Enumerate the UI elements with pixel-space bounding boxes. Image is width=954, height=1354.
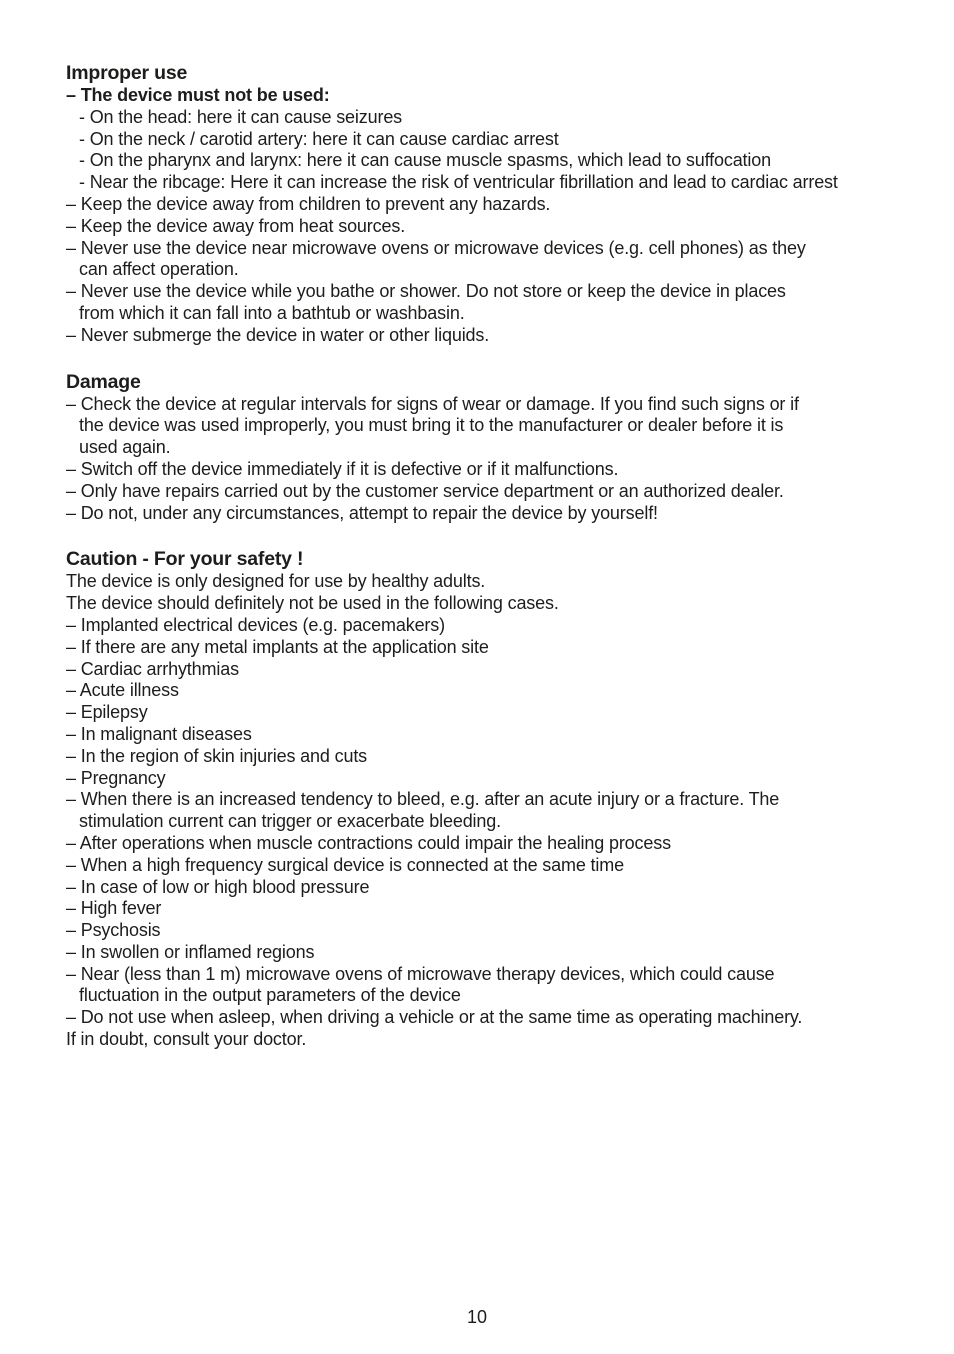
- list-item: – Near (less than 1 m) microwave ovens of microwave therapy devices, which could cause: [66, 963, 775, 984]
- list-item: – Keep the device away from heat sources.: [66, 215, 406, 236]
- list-item: – Epilepsy: [66, 702, 148, 723]
- list-item: – Never use the device while you bathe or shower. Do not store or keep the device in places: [66, 281, 786, 302]
- list-item: – Check the device at regular intervals for signs of wear or damage. If you find such signs or if: [66, 393, 799, 414]
- list-item: – Cardiac arrhythmias: [66, 658, 239, 679]
- section-heading: Caution - For your safety !: [66, 548, 304, 571]
- outro-text: If in doubt, consult your doctor.: [66, 1029, 307, 1050]
- list-item-continuation: stimulation current can trigger or exacerbate bleeding.: [79, 811, 501, 832]
- list-item-continuation: can affect operation.: [79, 259, 239, 280]
- list-item: – Acute illness: [66, 680, 179, 701]
- list-item: – Only have repairs carried out by the customer service department or an authorized dealer.: [66, 480, 784, 501]
- intro-text: The device is only designed for use by healthy adults.: [66, 571, 486, 592]
- list-item: – Psychosis: [66, 920, 161, 941]
- list-item: – When there is an increased tendency to bleed, e.g. after an acute injury or a fracture. The: [66, 789, 780, 810]
- list-item-continuation: used again.: [79, 437, 171, 458]
- list-item: – When a high frequency surgical device is connected at the same time: [66, 854, 624, 875]
- list-item: – High fever: [66, 898, 162, 919]
- list-item: – Implanted electrical devices (e.g. pacemakers): [66, 614, 445, 635]
- list-item: – Keep the device away from children to prevent any hazards.: [66, 193, 551, 214]
- list-item: – If there are any metal implants at the application site: [66, 636, 489, 657]
- intro-text: The device should definitely not be used in the following cases.: [66, 593, 559, 614]
- list-item: – In the region of skin injuries and cuts: [66, 745, 368, 766]
- section-heading: Improper use: [66, 62, 188, 84]
- section-spacer: [66, 524, 896, 547]
- list-item: – After operations when muscle contractions could impair the healing process: [66, 832, 671, 853]
- nested-list-item: - Near the ribcage: Here it can increase the risk of ventricular fibrillation and lead to cardiac arrest: [79, 172, 838, 193]
- list-item: – Never submerge the device in water or other liquids.: [66, 324, 490, 345]
- section-damage: [66, 370, 896, 525]
- list-item: – In malignant diseases: [66, 723, 252, 744]
- section-caution: [66, 547, 896, 1051]
- nested-list-item: - On the pharynx and larynx: here it can cause muscle spasms, which lead to suffocation: [79, 150, 771, 171]
- section-spacer: [66, 347, 896, 370]
- section-subheading: – The device must not be used:: [66, 85, 330, 105]
- page-number: 10: [466, 1307, 488, 1327]
- list-item: – In case of low or high blood pressure: [66, 876, 370, 897]
- list-item-continuation: fluctuation in the output parameters of the device: [79, 985, 461, 1006]
- document-content: [66, 61, 896, 1051]
- list-item: – Never use the device near microwave ovens or microwave devices (e.g. cell phones) as they: [66, 237, 806, 258]
- section-heading: Damage: [66, 370, 141, 393]
- nested-list-item: - On the head: here it can cause seizures: [79, 106, 403, 127]
- list-item-continuation: from which it can fall into a bathtub or washbasin.: [79, 302, 465, 323]
- list-item: – Do not, under any circumstances, attempt to repair the device by yourself!: [66, 502, 658, 523]
- list-item: – Pregnancy: [66, 767, 166, 788]
- list-item: – Switch off the device immediately if it is defective or if it malfunctions.: [66, 458, 619, 479]
- list-item: – Do not use when asleep, when driving a vehicle or at the same time as operating machinery.: [66, 1007, 803, 1028]
- list-item-continuation: the device was used improperly, you must bring it to the manufacturer or dealer before it is: [79, 415, 784, 436]
- nested-list-item: - On the neck / carotid artery: here it can cause cardiac arrest: [79, 128, 559, 149]
- list-item: – In swollen or inflamed regions: [66, 941, 315, 962]
- section-improper-use: [66, 61, 896, 347]
